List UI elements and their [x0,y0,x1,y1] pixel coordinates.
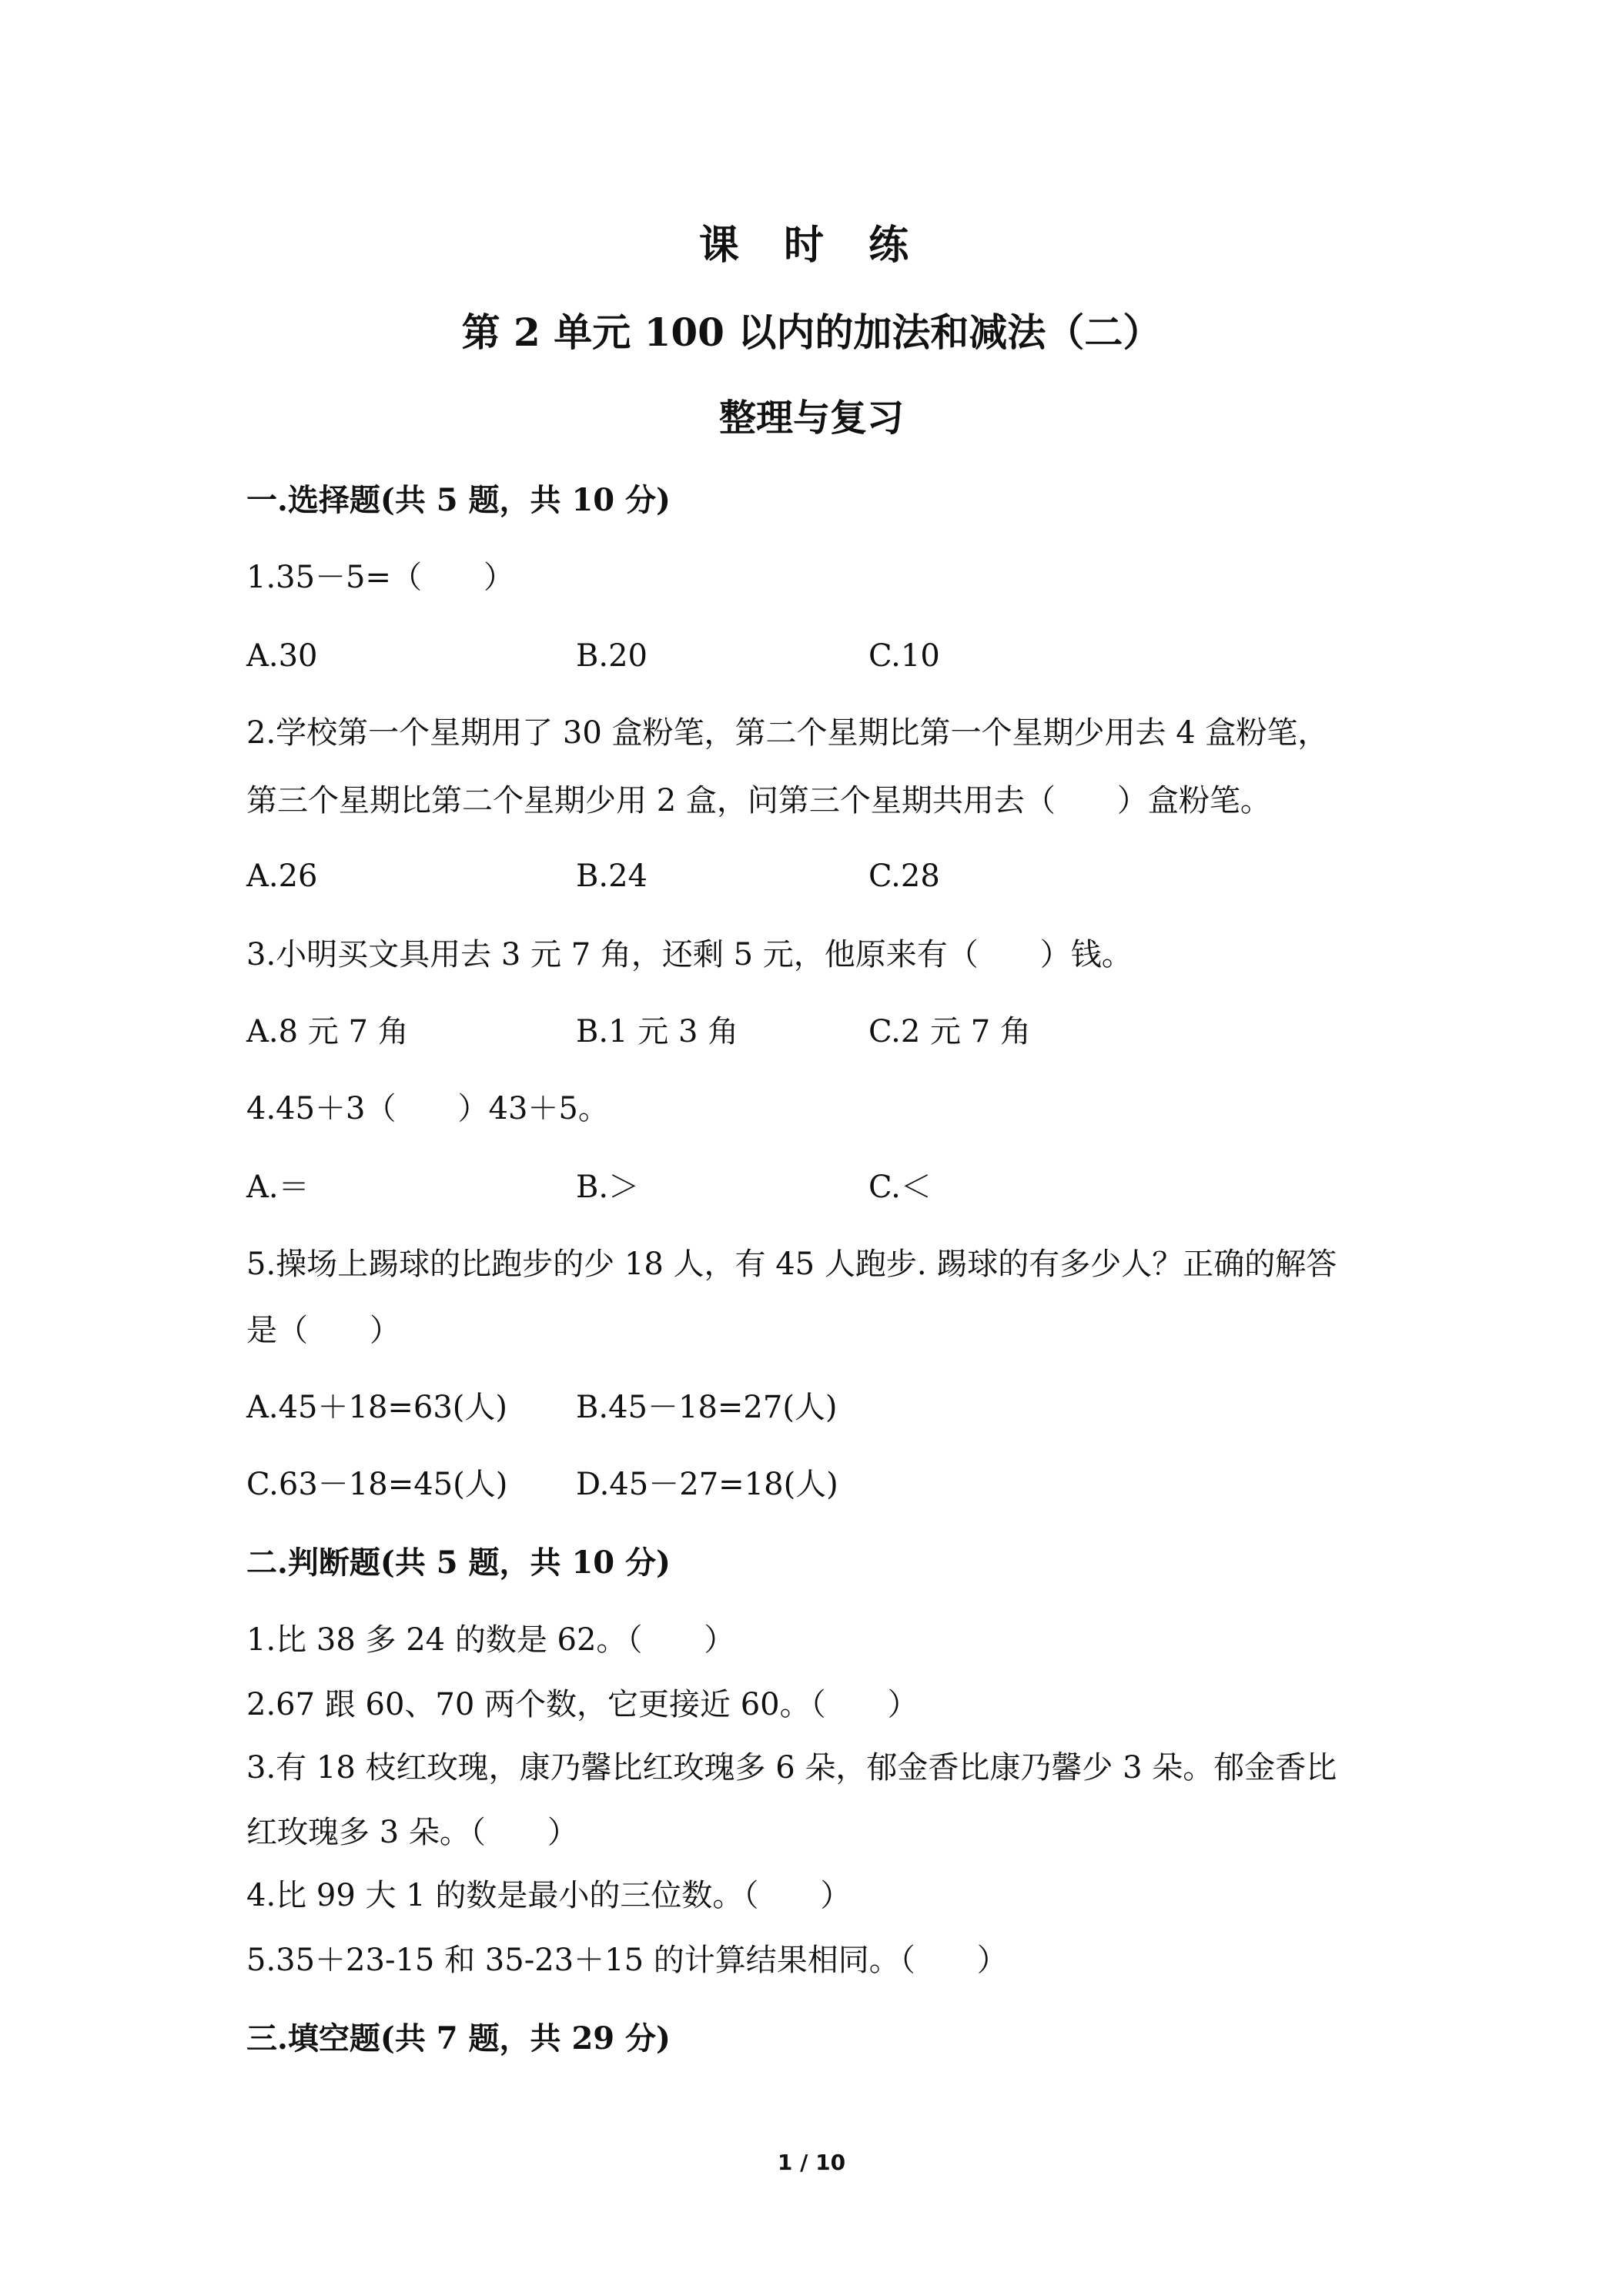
section3-heading: 三.填空题(共 7 题，共 29 分) [246,2020,671,2057]
judge-item-3-line2: 红玫瑰多 3 朵。（ ） [246,1815,578,1850]
q4-option-b: B.＞ [576,1170,640,1205]
q4-option-a: A.＝ [246,1170,310,1205]
judge-item-4: 4.比 99 大 1 的数是最小的三位数。（ ） [246,1878,852,1913]
q1-option-a: A.30 [246,638,318,674]
q5-option-c: C.63－18=45(人) [246,1467,508,1502]
q5-option-a: A.45＋18=63(人) [246,1390,508,1425]
section1-heading: 一.选择题(共 5 题，共 10 分) [246,482,671,518]
q2-line2: 第三个星期比第二个星期少用 2 盒，问第三个星期共用去（ ）盒粉笔。 [246,783,1271,818]
unit-title: 第 2 单元 100 以内的加法和减法（二） [461,310,1162,355]
q5-line2: 是（ ） [246,1313,400,1348]
section2-heading: 二.判断题(共 5 题，共 10 分) [246,1545,671,1581]
q1-option-c: C.10 [868,638,940,674]
q2-option-a: A.26 [246,858,318,894]
q1-option-b: B.20 [576,638,648,674]
judge-item-5: 5.35＋23-15 和 35-23＋15 的计算结果相同。（ ） [246,1943,1008,1978]
judge-item-2: 2.67 跟 60、70 两个数，它更接近 60。（ ） [246,1687,919,1722]
judge-item-3-line1: 3.有 18 枝红玫瑰，康乃馨比红玫瑰多 6 朵，郁金香比康乃馨少 3 朵。郁金香比 [246,1750,1337,1786]
document-title: 课 时 练 [698,222,925,269]
q3-option-b: B.1 元 3 角 [576,1014,739,1049]
q2-option-b: B.24 [576,858,648,894]
q5-line1: 5.操场上踢球的比跑步的少 18 人，有 45 人跑步. 踢球的有多少人？正确的解答 [246,1247,1337,1282]
q4-option-c: C.＜ [868,1170,932,1205]
q3-option-c: C.2 元 7 角 [868,1014,1031,1049]
q1-text: 1.35－5=（ ） [246,560,515,595]
q2-line1: 2.学校第一个星期用了 30 盒粉笔，第二个星期比第一个星期少用去 4 盒粉笔， [246,715,1329,751]
page-number: 1 / 10 [777,2150,846,2175]
q5-option-b: B.45－18=27(人) [576,1390,838,1425]
q4-text: 4.45＋3（ ）43＋5。 [246,1091,609,1126]
judge-item-1: 1.比 38 多 24 的数是 62。（ ） [246,1622,735,1658]
lesson-title: 整理与复习 [718,397,904,440]
q2-option-c: C.28 [868,858,940,894]
q3-option-a: A.8 元 7 角 [246,1014,409,1049]
q3-text: 3.小明买文具用去 3 元 7 角，还剩 5 元，他原来有（ ）钱。 [246,937,1133,972]
q5-option-d: D.45－27=18(人) [576,1467,838,1502]
